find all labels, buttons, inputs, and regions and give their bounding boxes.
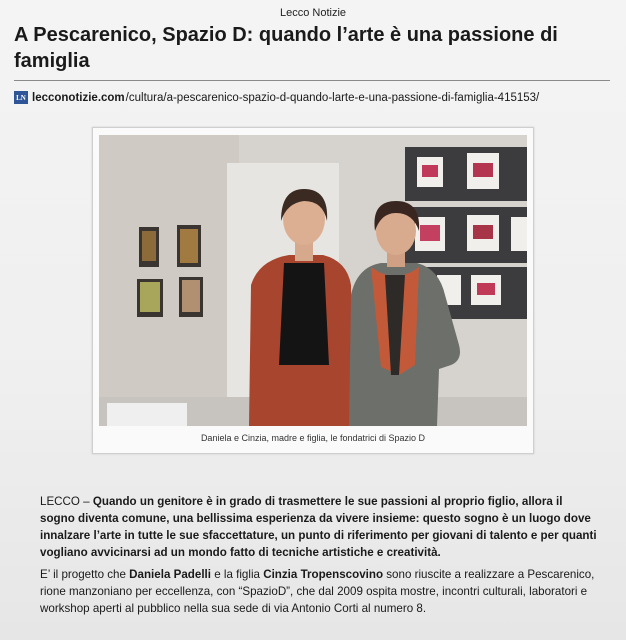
url-domain: lecconotizie.com [32,91,125,104]
lead-text: Quando un genitore è in grado di trasmettere le sue passioni al proprio figlio, allora il sogno diventa comune, una bellissima esperienza da vivere insieme: questo sogno è un luogo dove innalzare l’arte in tutte le sue sfaccettature, un punto di riferimento per giovani di talento e per quanti vogliano avvicinarsi ad un mondo fatto di tecniche artistiche e creatività. [40,495,597,559]
article-photo [99,135,527,426]
p2-part2: e la figlia [211,568,264,581]
article-photo-frame [92,127,534,454]
name-daniela: Daniela Padelli [129,568,211,581]
site-name: Lecco Notizie [279,7,347,19]
article-headline: A Pescarenico, Spazio D: quando l’arte è una passione di famiglia [14,24,558,72]
url-path: /cultura/a-pescarenico-spazio-d-quando-larte-e-una-passione-di-famiglia-415153/ [125,91,540,104]
photo-illustration [99,135,527,426]
name-cinzia: Cinzia Tropenscovino [263,568,384,581]
lead-paragraph [40,493,600,561]
header-divider [14,80,610,81]
article-url [14,91,614,104]
p2-part1: E’ il progetto che [40,568,130,581]
lecconotizie-logo-icon: LN [14,91,28,104]
lead-location: LECCO – [40,495,93,508]
body-paragraph [40,566,600,617]
p2-part3: sono riuscite a realizzare a Pescarenico, rione manzoniano per eccellenza, con “SpazioD”, che dal 2009 ospita mostre, incontri culturali, laboratori e workshop aperti al pubblico nella sua sede di via Antonio Corti al numero 8. [40,568,595,615]
photo-caption: Daniela e Cinzia, madre e figlia, le fondatrici di Spazio D [200,433,426,443]
